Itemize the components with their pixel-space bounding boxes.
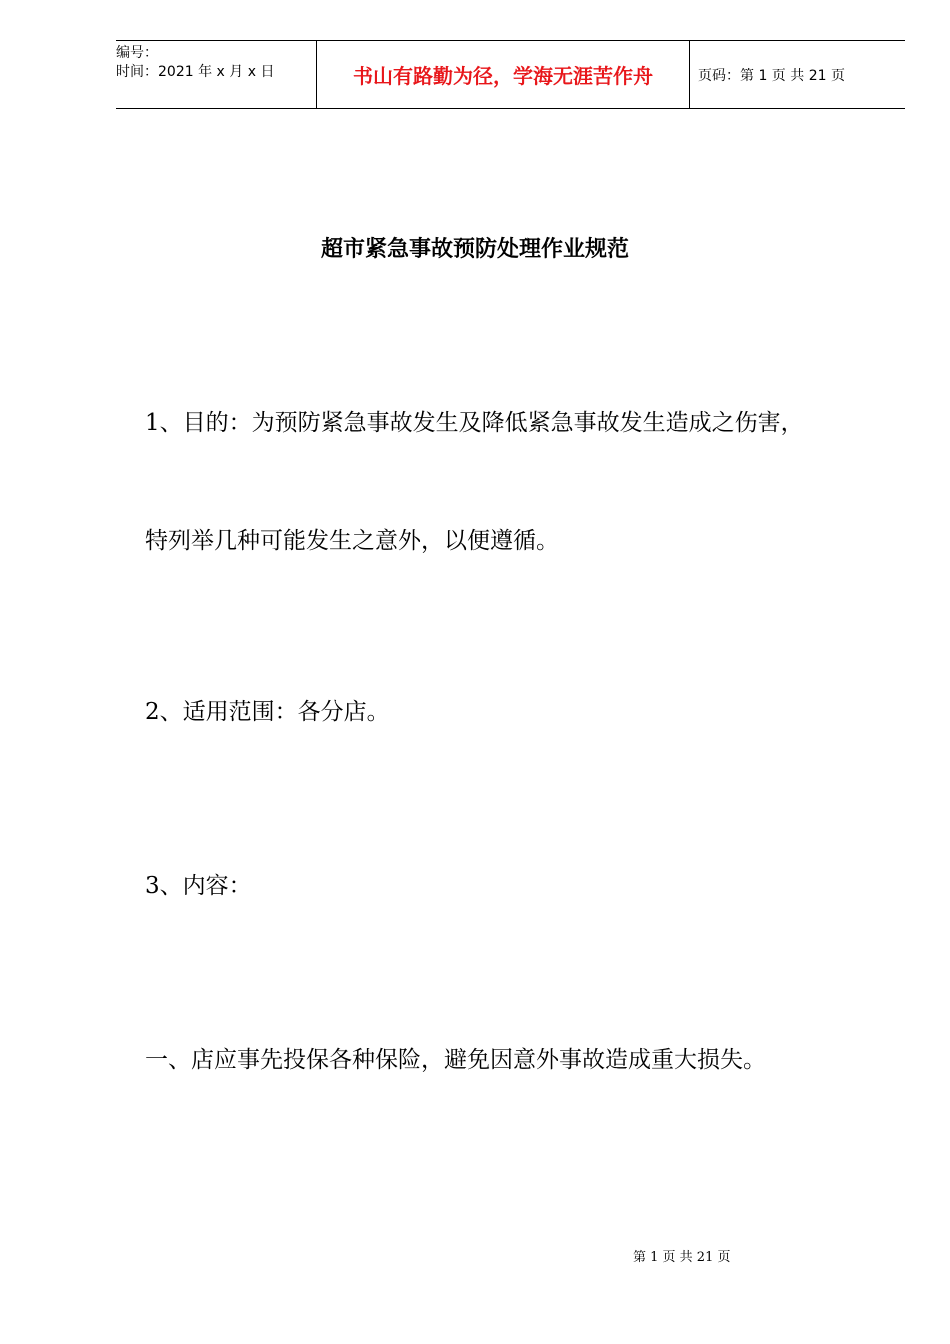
header-motto: 书山有路勤为径，学海无涯苦作舟 [316, 41, 690, 108]
header-meta [116, 41, 316, 108]
paragraph-scope: 2、适用范围：各分店。 [145, 699, 390, 725]
page-header [116, 40, 905, 109]
document-title: 超市紧急事故预防处理作业规范 [320, 237, 629, 262]
document-date: 时间：2021 年 x 月 x 日 [116, 64, 275, 80]
paragraph-purpose-continued: 特列举几种可能发生之意外，以便遵循。 [145, 528, 559, 554]
document-number-label: 编号： [116, 45, 158, 61]
header-page-info: 页码：第 1 页 共 21 页 [698, 67, 845, 84]
page-footer: 第 1 页 共 21 页 [633, 1250, 731, 1265]
paragraph-purpose: 1、目的：为预防紧急事故发生及降低紧急事故发生造成之伤害， [145, 410, 804, 436]
paragraph-insurance: 一、店应事先投保各种保险，避免因意外事故造成重大损失。 [145, 1047, 766, 1073]
paragraph-content-heading: 3、内容： [145, 873, 252, 899]
